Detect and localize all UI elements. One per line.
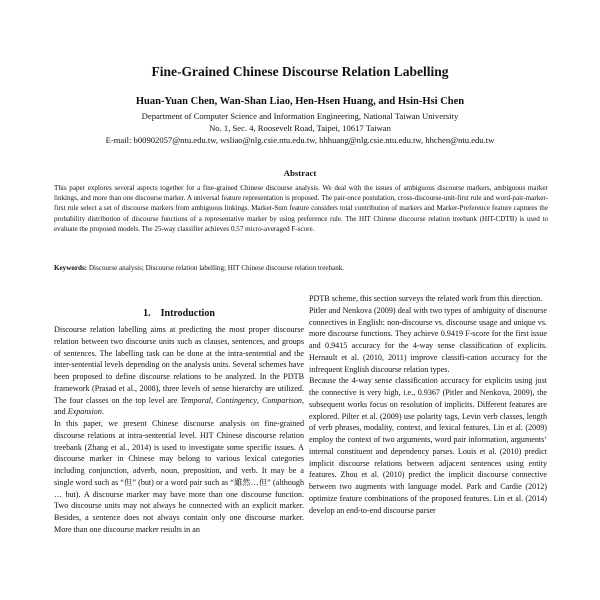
- class-expansion: Expansion: [67, 407, 102, 417]
- paper-title: Fine-Grained Chinese Discourse Relation Labelling: [151, 64, 449, 79]
- keywords: [54, 263, 548, 273]
- intro-p1-end: .: [101, 407, 104, 417]
- keywords-label: Keywords:: [54, 264, 88, 272]
- intro-paragraph-2: In this paper, we present Chinese discourse analysis on fine-grained discourse relations at intra-sentential level. HIT Chinese discourse relation treebank (Zhang et al., 2014) is used to investigate some specific issues. A discourse marker in Chinese may belong to various lexical categories including conjunction, adverb, noun, preposition, and verb. It may be a single word such as “但” (but) or a word pair such as “雖然…但” (although … but). A discourse marker may have more than one discourse function. Two discourse units may not always be connected with an explicit marker. Besides, a sentence does not always contain only one discourse marker. More than one discourse marker results in an: [54, 419, 304, 534]
- intro-p1-sep: ,: [211, 395, 217, 405]
- left-column: [54, 324, 304, 600]
- affiliation-department: Department of Computer Science and Information Engineering, National Taiwan University: [141, 111, 459, 121]
- related-paragraph-2: Because the 4-way sense classification accuracy for explicits using just the connective is very high, i.e., 0.9367 (Pitler and Nenkova, 2009), the subsequent works focus on resolution of implicits. Different features are explored. Pilter et al. (2009) use polarity tags, Levin verb classes, length of verb phrases, modality, context, and lexical features. Lin et al. (2009) employ the context of two arguments, word pair information, arguments’ internal constituent and dependency parses. Louis et al. (2010) predict implicit discourse relations between adjacent sentences using entity features. Zhou et al. (2010) predict the implicit discourse connective between two augments with language model. Park and Cardie (2012) optimize feature combinations of the proposed features. Lin et al. (2014) develop an end-to-end discourse parser: [309, 376, 547, 515]
- intro-p1-sep: ,: [256, 395, 262, 405]
- right-column: [309, 293, 547, 600]
- abstract-text: This paper explores several aspects together for a fine-grained Chinese discourse analysis. We deal with the issues of ambiguous discourse markers, ambiguous marker linkings, and more than one discourse marker. A universal feature representation is proposed. The pair-once postulation, cross-discourse-unit-first rule and word-pair-marker-first rule select a set of discourse markers from ambiguous linkings. Marker-Sum feature considers total contribution of markers and Marker-Preference feature captures the probability distribution of discourse functions of a representative marker by using preference rule. The HIT Chinese discourse relation treebank (HIT-CDTB) is used to evaluate the proposed models. The 25-way classifier achieves 0.57 micro-averaged F-score.: [54, 184, 548, 233]
- related-paragraph-1: Pitler and Nenkova (2009) deal with two types of ambiguity of discourse connectives in English: non-discourse vs. discourse usage and unique vs. more discourse functions. They achieve 0.9419 F-score for the first issue and 0.9415 accuracy for the 4-way sense classification of explicits. Hernault et al. (2010, 2011) improve classifi-cation accuracy for the infrequent English discourse relation types.: [309, 305, 547, 374]
- affiliation-address: No. 1, Sec. 4, Roosevelt Road, Taipei, 10617 Taiwan: [209, 123, 391, 133]
- author-list: Huan-Yuan Chen, Wan-Shan Liao, Hen-Hsen Huang, and Hsin-Hsi Chen: [135, 96, 465, 107]
- abstract-heading: Abstract: [283, 168, 317, 178]
- author-emails: E-mail: b00902057@ntu.edu.tw, wsliao@nlg.csie.ntu.edu.tw, hhhuang@nlg.csie.ntu.edu.tw, hhchen@ntu.edu.tw: [105, 135, 495, 145]
- intro-paragraph-1: [54, 324, 304, 418]
- class-comparison: Comparison: [261, 395, 302, 405]
- section-heading-introduction: 1. Introduction: [143, 308, 215, 319]
- intro-p1-sep: , and: [54, 395, 304, 417]
- class-temporal: Temporal: [180, 395, 212, 405]
- intro-p1-text: Discourse relation labelling aims at predicting the most proper discourse relation between two discourse units such as clauses, sentences, and groups of sentences. The labelling task can be done at the intra-sentential and the inter-sentential levels depending on the analysis units. Several schemes have been proposed to define discourse relations to be analyzed. In the PDTB framework (Prasad et al., 2008), three levels of sense hierarchy are utilized. The four classes on the top level are: [54, 325, 304, 405]
- class-contingency: Contingency: [216, 395, 257, 405]
- keywords-text: Discourse analysis; Discourse relation labelling; HIT Chinese discourse relation treebank.: [87, 264, 345, 272]
- related-paragraph-0: PDTB scheme, this section surveys the related work from this direction.: [309, 294, 543, 303]
